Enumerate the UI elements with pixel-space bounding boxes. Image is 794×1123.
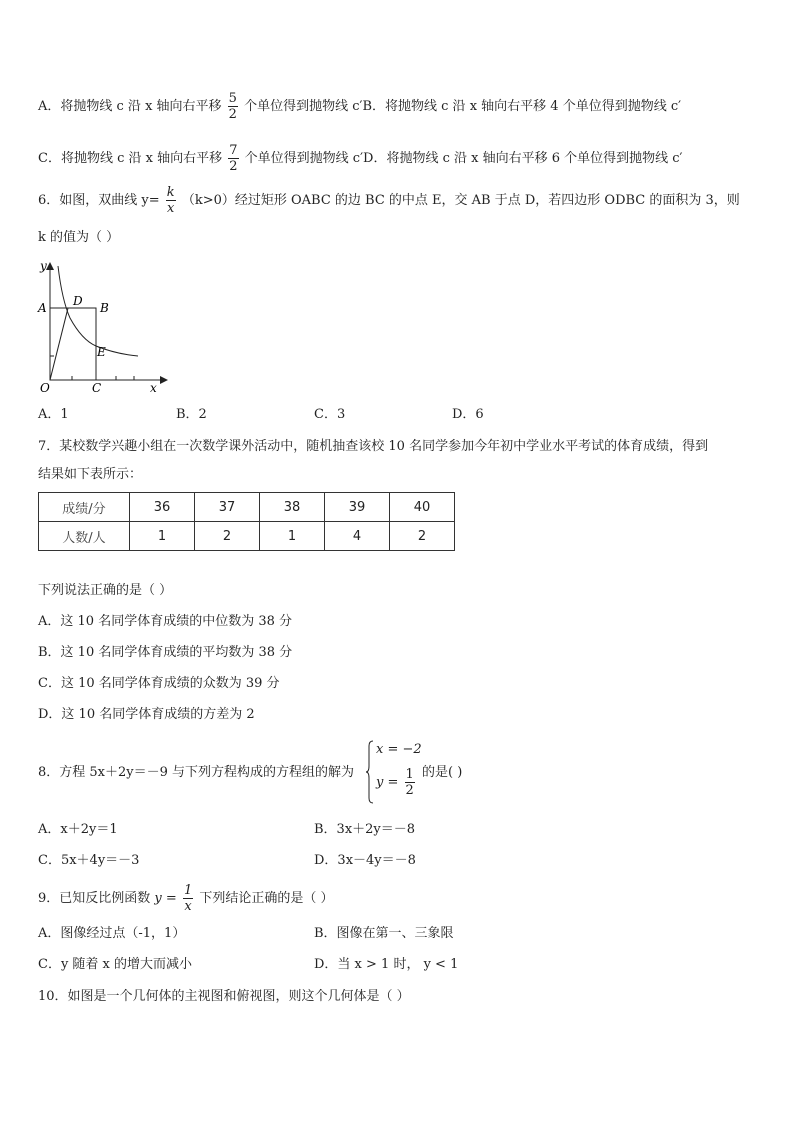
table-cell: 1 <box>130 522 195 551</box>
q8-stem-pre: 8．方程 5x＋2y＝－9 与下列方程构成的方程组的解为 <box>38 765 355 780</box>
label-o: O <box>40 381 50 395</box>
table-cell: 39 <box>325 493 390 522</box>
q6-option-c: C．3 <box>314 407 346 422</box>
q7-score-table <box>38 492 455 551</box>
q9-option-b: B．图像在第一、三象限 <box>314 926 454 941</box>
q9-stem: 9．已知反比例函数 y = $\frac{1}{x}$ 下列结论正确的是（ ） <box>38 883 334 914</box>
q9-one-over-x: $\frac{1}{x}$ <box>183 883 193 914</box>
q9-option-d: D．当 x > 1 时， y < 1 <box>314 957 459 972</box>
table-cell: 40 <box>390 493 455 522</box>
q7-prompt: 下列说法正确的是（ ） <box>38 583 173 598</box>
label-a: A <box>38 301 47 315</box>
q5-option-c-fraction: $\frac{7}{2}$ <box>229 143 238 174</box>
q7-option-a: A．这 10 名同学体育成绩的中位数为 38 分 <box>38 614 293 629</box>
table-cell: 37 <box>195 493 260 522</box>
q8-system-x: x = −2 <box>376 742 422 757</box>
q8-system-y: y = $\frac{1}{2}$ <box>376 767 414 798</box>
q6-option-b: B．2 <box>176 407 207 422</box>
q6-stem-line2: k 的值为（ ） <box>38 230 120 245</box>
q7-option-b: B．这 10 名同学体育成绩的平均数为 38 分 <box>38 645 293 660</box>
label-e: E <box>97 345 106 359</box>
table-cell: 1 <box>260 522 325 551</box>
label-y: y <box>40 259 47 273</box>
table-cell: 4 <box>325 522 390 551</box>
q6-stem-pre: 6．如图，双曲线 y= <box>38 193 160 208</box>
q6-option-d: D．6 <box>452 407 484 422</box>
q10-stem: 10．如图是一个几何体的主视图和俯视图，则这个几何体是（ ） <box>38 989 410 1004</box>
q5-option-a-pre: A．将抛物线 c 沿 x 轴向右平移 <box>38 99 222 114</box>
table-row <box>39 522 455 551</box>
table-row <box>39 493 455 522</box>
table-cell: 2 <box>195 522 260 551</box>
q8-stem-post: 的是( ) <box>422 765 463 780</box>
q9-option-a: A．图像经过点（-1，1） <box>38 926 186 941</box>
hyperbola-curve <box>58 266 138 356</box>
q5-option-c-d <box>38 144 683 173</box>
q8-option-a: A．x＋2y＝1 <box>38 822 118 837</box>
label-c: C <box>92 381 102 395</box>
table-cell: 36 <box>130 493 195 522</box>
q6-stem-line1 <box>38 186 740 215</box>
row-header-count: 人数/人 <box>39 522 130 551</box>
q5-option-a-post: 个单位得到抛物线 c′B．将抛物线 c 沿 x 轴向右平移 4 个单位得到抛物线 c′ <box>244 99 682 114</box>
q7-option-d: D．这 10 名同学体育成绩的方差为 2 <box>38 707 255 722</box>
q6-k-over-x: $\frac{k}{x}$ <box>166 185 175 216</box>
q5-option-a-fraction: $\frac{5}{2}$ <box>228 91 237 122</box>
row-header-score: 成绩/分 <box>39 493 130 522</box>
q6-option-a: A．1 <box>38 407 69 422</box>
label-d: D <box>73 294 83 308</box>
table-cell: 38 <box>260 493 325 522</box>
q5-option-a-b <box>38 92 681 121</box>
label-b: B <box>100 301 109 315</box>
rectangle-oabc <box>50 308 96 380</box>
q8-option-c: C．5x＋4y＝－3 <box>38 853 140 868</box>
q7-stem-line2: 结果如下表所示： <box>38 467 143 482</box>
segment-od <box>50 308 68 380</box>
q7-option-c: C．这 10 名同学体育成绩的众数为 39 分 <box>38 676 280 691</box>
q8-option-d: D．3x－4y＝－8 <box>314 853 416 868</box>
q6-stem-post: （k>0）经过矩形 OABC 的边 BC 的中点 E，交 AB 于点 D，若四边形 ODBC 的面积为 3，则 <box>181 193 740 208</box>
q5-option-c-post: 个单位得到抛物线 c′D．将抛物线 c 沿 x 轴向右平移 6 个单位得到抛物线 c′ <box>244 151 683 166</box>
table-cell: 2 <box>390 522 455 551</box>
curly-brace-icon <box>366 740 374 804</box>
q8-option-b: B．3x＋2y＝－8 <box>314 822 416 837</box>
q9-option-c: C．y 随着 x 的增大而减小 <box>38 957 193 972</box>
label-x: x <box>150 381 157 395</box>
q7-stem-line1: 7．某校数学兴趣小组在一次数学课外活动中，随机抽查该校 10 名同学参加今年初中学业水平考试的体育成绩，得到 <box>38 439 709 454</box>
q6-figure <box>36 256 176 396</box>
q5-option-c-pre: C．将抛物线 c 沿 x 轴向右平移 <box>38 151 223 166</box>
